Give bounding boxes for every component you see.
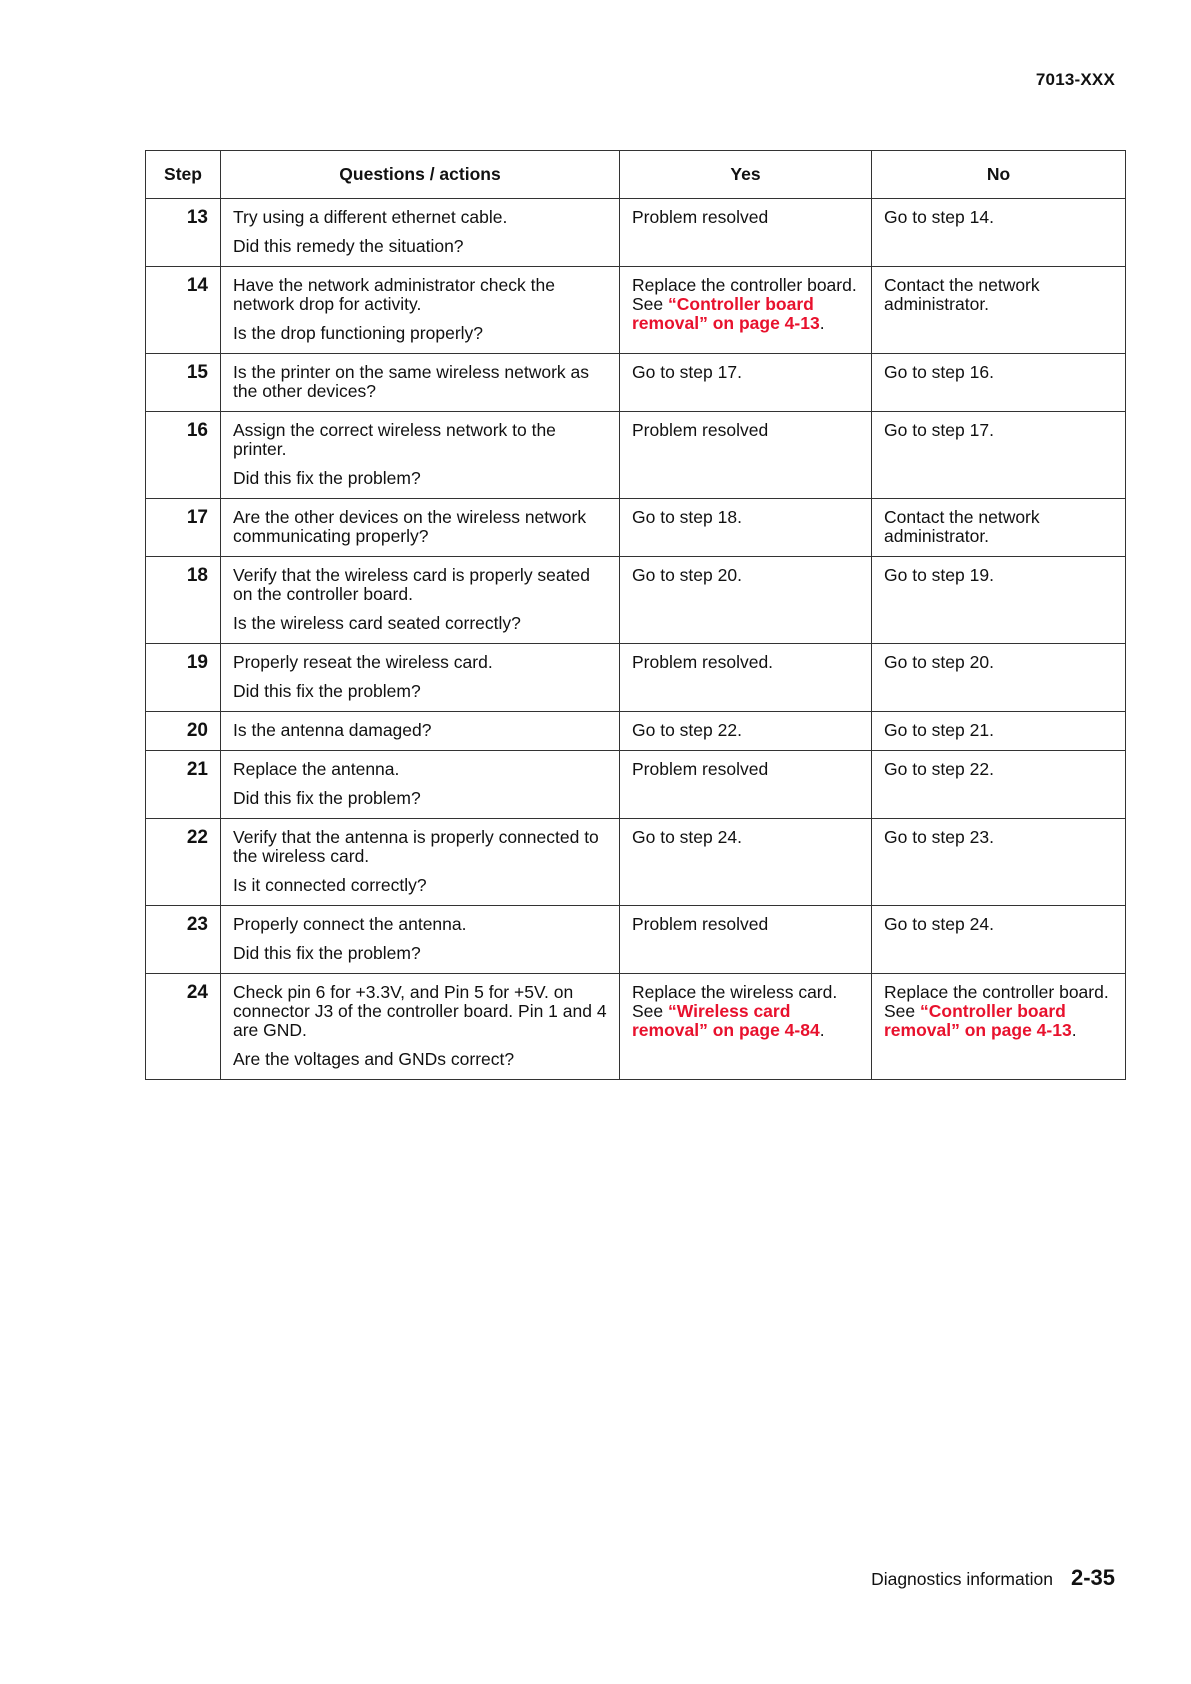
- table-row: [146, 819, 1126, 906]
- yes-answer-text: [632, 983, 859, 1040]
- question-cell: [221, 354, 620, 412]
- yes-answer-cell: [620, 751, 872, 819]
- yes-answer-cell: [620, 267, 872, 354]
- step-number: 20: [146, 712, 221, 751]
- no-answer-reference-link[interactable]: “Controller board removal” on page 4-13: [884, 1001, 1072, 1040]
- no-answer-cell: [872, 819, 1126, 906]
- table-row: [146, 267, 1126, 354]
- table-row: [146, 974, 1126, 1080]
- yes-answer-cell: [620, 354, 872, 412]
- step-number: 16: [146, 412, 221, 499]
- question-text: Properly connect the antenna.: [233, 914, 467, 934]
- no-answer-cell: [872, 199, 1126, 267]
- yes-answer-text: Problem resolved: [632, 759, 769, 779]
- yes-answer-text: Go to step 17.: [632, 362, 742, 382]
- yes-answer-cell: [620, 712, 872, 751]
- step-number: 14: [146, 267, 221, 354]
- no-answer-text: Go to step 20.: [884, 652, 994, 672]
- yes-answer-text: Problem resolved: [632, 420, 769, 440]
- column-header-questions: Questions / actions: [221, 151, 620, 199]
- no-answer-cell: [872, 644, 1126, 712]
- question-text: Replace the antenna.: [233, 759, 400, 779]
- no-answer-text: Contact the network administrator.: [884, 275, 1040, 314]
- column-header-yes: Yes: [620, 151, 872, 199]
- yes-answer-suffix: .: [819, 1020, 825, 1040]
- yes-answer-cell: [620, 499, 872, 557]
- question-text: Try using a different ethernet cable.: [233, 207, 508, 227]
- table-header-row: [146, 151, 1126, 199]
- no-answer-text: Go to step 23.: [884, 827, 994, 847]
- no-answer-cell: [872, 412, 1126, 499]
- yes-answer-reference-link[interactable]: “Wireless card removal” on page 4-84: [632, 1001, 820, 1040]
- question-text: Verify that the wireless card is properly seated on the controller board.: [233, 565, 590, 604]
- table-row: [146, 906, 1126, 974]
- yes-answer-prefix: Replace the controller board. See: [632, 275, 857, 314]
- question-cell: [221, 712, 620, 751]
- question-text: Properly reseat the wireless card.: [233, 652, 493, 672]
- page-number: 2-35: [1070, 1565, 1115, 1590]
- yes-answer-text: Problem resolved.: [632, 652, 774, 672]
- question-cell: [221, 557, 620, 644]
- yes-answer-cell: [620, 974, 872, 1080]
- yes-answer-text: Go to step 20.: [632, 565, 742, 585]
- question-text: Is the printer on the same wireless network as the other devices?: [233, 362, 589, 401]
- yes-answer-cell: [620, 199, 872, 267]
- yes-answer-cell: [620, 644, 872, 712]
- yes-answer-prefix: Replace the wireless card. See: [632, 982, 838, 1021]
- question-text: Is the antenna damaged?: [233, 720, 432, 740]
- question-cell: [221, 751, 620, 819]
- question-text: Is the drop functioning properly?: [233, 323, 484, 343]
- yes-answer-cell: [620, 819, 872, 906]
- yes-answer-text: Problem resolved: [632, 207, 769, 227]
- question-text: Did this fix the problem?: [233, 788, 421, 808]
- question-text: Did this fix the problem?: [233, 468, 421, 488]
- step-number: 13: [146, 199, 221, 267]
- no-answer-cell: [872, 267, 1126, 354]
- no-answer-text: Go to step 14.: [884, 207, 994, 227]
- question-text: Assign the correct wireless network to the printer.: [233, 420, 556, 459]
- step-number: 18: [146, 557, 221, 644]
- no-answer-cell: [872, 712, 1126, 751]
- no-answer-suffix: .: [1071, 1020, 1077, 1040]
- step-number: 23: [146, 906, 221, 974]
- table-row: [146, 644, 1126, 712]
- yes-answer-suffix: .: [819, 313, 825, 333]
- question-text: Are the other devices on the wireless network communicating properly?: [233, 507, 587, 546]
- question-cell: [221, 199, 620, 267]
- question-cell: [221, 499, 620, 557]
- table-row: [146, 199, 1126, 267]
- no-answer-cell: [872, 751, 1126, 819]
- question-text: Are the voltages and GNDs correct?: [233, 1049, 515, 1069]
- footer-section-title: Diagnostics information: [871, 1569, 1053, 1589]
- no-answer-prefix: Replace the controller board. See: [884, 982, 1109, 1021]
- table-row: [146, 712, 1126, 751]
- no-answer-cell: [872, 974, 1126, 1080]
- yes-answer-text: Go to step 22.: [632, 720, 742, 740]
- question-text: Did this fix the problem?: [233, 681, 421, 701]
- yes-answer-cell: [620, 906, 872, 974]
- table-row: [146, 557, 1126, 644]
- no-answer-text: Go to step 21.: [884, 720, 994, 740]
- no-answer-text: Go to step 16.: [884, 362, 994, 382]
- step-number: 15: [146, 354, 221, 412]
- table-row: [146, 412, 1126, 499]
- column-header-step: Step: [146, 151, 221, 199]
- question-text: Verify that the antenna is properly connected to the wireless card.: [233, 827, 599, 866]
- table-row: [146, 354, 1126, 412]
- table-row: [146, 751, 1126, 819]
- yes-answer-text: Go to step 18.: [632, 507, 742, 527]
- diagnostics-table: [145, 150, 1126, 1080]
- page-footer: [871, 1565, 1115, 1591]
- question-text: Check pin 6 for +3.3V, and Pin 5 for +5V. on connector J3 of the controller board. Pin 1 and 4 are GND.: [233, 982, 607, 1040]
- no-answer-text: Contact the network administrator.: [884, 507, 1040, 546]
- no-answer-cell: [872, 557, 1126, 644]
- no-answer-cell: [872, 906, 1126, 974]
- document-code: 7013-XXX: [1035, 70, 1115, 89]
- question-text: Have the network administrator check the network drop for activity.: [233, 275, 555, 314]
- yes-answer-reference-link[interactable]: “Controller board removal” on page 4-13: [632, 294, 820, 333]
- no-answer-text: Go to step 22.: [884, 759, 994, 779]
- yes-answer-text: Go to step 24.: [632, 827, 742, 847]
- yes-answer-cell: [620, 557, 872, 644]
- no-answer-text: Go to step 19.: [884, 565, 994, 585]
- question-text: Is it connected correctly?: [233, 875, 427, 895]
- question-cell: [221, 412, 620, 499]
- yes-answer-text: Problem resolved: [632, 914, 769, 934]
- question-cell: [221, 819, 620, 906]
- step-number: 17: [146, 499, 221, 557]
- question-cell: [221, 974, 620, 1080]
- column-header-no: No: [872, 151, 1126, 199]
- question-text: Did this fix the problem?: [233, 943, 421, 963]
- question-cell: [221, 906, 620, 974]
- question-text: Did this remedy the situation?: [233, 236, 464, 256]
- no-answer-cell: [872, 354, 1126, 412]
- question-cell: [221, 644, 620, 712]
- table-row: [146, 499, 1126, 557]
- step-number: 24: [146, 974, 221, 1080]
- step-number: 21: [146, 751, 221, 819]
- no-answer-cell: [872, 499, 1126, 557]
- question-cell: [221, 267, 620, 354]
- question-text: Is the wireless card seated correctly?: [233, 613, 521, 633]
- no-answer-text: Go to step 24.: [884, 914, 994, 934]
- yes-answer-text: [632, 276, 859, 333]
- step-number: 22: [146, 819, 221, 906]
- no-answer-text: Go to step 17.: [884, 420, 994, 440]
- no-answer-text: [884, 983, 1113, 1040]
- step-number: 19: [146, 644, 221, 712]
- yes-answer-cell: [620, 412, 872, 499]
